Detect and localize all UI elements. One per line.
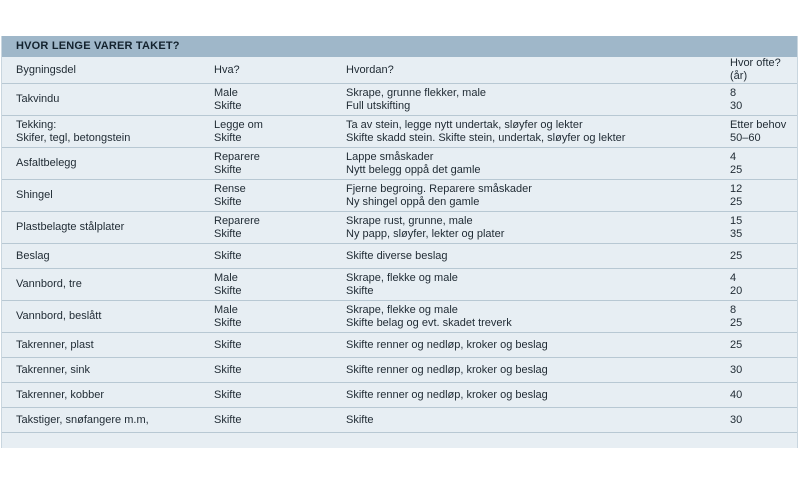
cell-hva-line: Skifte bbox=[214, 99, 242, 112]
cell-hvor-ofte bbox=[730, 408, 797, 433]
cell-hvordan-line: Fjerne begroing. Reparere småskader bbox=[346, 182, 532, 195]
cell-hvordan-line: Skrape rust, grunne, male bbox=[346, 214, 473, 227]
cell-bygningsdel bbox=[2, 408, 214, 433]
cell-bygningsdel bbox=[2, 383, 214, 408]
cell-bygningsdel bbox=[2, 180, 214, 212]
table-row bbox=[2, 358, 797, 383]
cell-hva-line: Skifte bbox=[214, 227, 242, 240]
cell-bygningsdel bbox=[2, 116, 214, 148]
cell-hva-line: Skifte bbox=[214, 363, 242, 376]
cell-hvordan-line: Skrape, grunne flekker, male bbox=[346, 86, 487, 99]
cell-hvordan-line: Skifte bbox=[346, 284, 374, 297]
table-row bbox=[2, 301, 797, 333]
cell-hva bbox=[214, 333, 346, 358]
cell-hvordan-line: Skifte bbox=[346, 413, 374, 426]
cell-hva bbox=[214, 148, 346, 180]
cell-bygningsdel bbox=[2, 333, 214, 358]
cell-hva-line: Reparere bbox=[214, 214, 260, 227]
header-hva: Hva? bbox=[214, 57, 346, 84]
table-row bbox=[2, 333, 797, 358]
cell-hvordan bbox=[346, 358, 730, 383]
cell-hva bbox=[214, 269, 346, 301]
cell-hva-line: Skifte bbox=[214, 338, 242, 351]
table-row bbox=[2, 269, 797, 301]
cell-bygningsdel-line: Takrenner, sink bbox=[16, 363, 90, 376]
cell-hvordan-line: Ta av stein, legge nytt undertak, sløyfer og lekter bbox=[346, 118, 583, 131]
cell-hvor-ofte bbox=[730, 212, 797, 244]
cell-bygningsdel-line: Vannbord, tre bbox=[16, 278, 82, 290]
cell-hva-line: Male bbox=[214, 86, 238, 99]
table-body bbox=[2, 84, 797, 433]
cell-hvordan-line: Skrape, flekke og male bbox=[346, 271, 458, 284]
cell-bygningsdel-line: Skifer, tegl, betongstein bbox=[16, 131, 131, 144]
cell-hva bbox=[214, 301, 346, 333]
roof-lifespan-table-panel bbox=[1, 36, 798, 448]
cell-hvor-ofte-line: 8 bbox=[730, 86, 737, 99]
table-row bbox=[2, 244, 797, 269]
cell-hva-line: Skifte bbox=[214, 413, 242, 426]
cell-bygningsdel bbox=[2, 301, 214, 333]
cell-hvordan-line: Skifte renner og nedløp, kroker og beslag bbox=[346, 388, 548, 401]
cell-hva-line: Legge om bbox=[214, 118, 263, 131]
cell-hvordan bbox=[346, 269, 730, 301]
cell-hvordan bbox=[346, 148, 730, 180]
cell-hvor-ofte-line: 4 bbox=[730, 150, 737, 163]
cell-hvordan bbox=[346, 301, 730, 333]
cell-hvor-ofte bbox=[730, 180, 797, 212]
cell-hva-line: Skifte bbox=[214, 316, 242, 329]
cell-hvordan bbox=[346, 116, 730, 148]
table-row bbox=[2, 180, 797, 212]
cell-hvordan-line: Skifte diverse beslag bbox=[346, 249, 448, 262]
cell-bygningsdel-line: Takvindu bbox=[16, 93, 60, 105]
cell-hvordan-line: Skrape, flekke og male bbox=[346, 303, 458, 316]
cell-hva bbox=[214, 358, 346, 383]
cell-hvor-ofte-line: 25 bbox=[730, 249, 743, 262]
cell-hvordan bbox=[346, 180, 730, 212]
cell-hvor-ofte bbox=[730, 383, 797, 408]
cell-hvor-ofte bbox=[730, 84, 797, 116]
cell-hva-line: Male bbox=[214, 303, 238, 316]
cell-bygningsdel bbox=[2, 148, 214, 180]
cell-bygningsdel bbox=[2, 269, 214, 301]
table-row bbox=[2, 84, 797, 116]
cell-hva-line: Skifte bbox=[214, 284, 242, 297]
cell-hva-line: Skifte bbox=[214, 163, 242, 176]
table-row bbox=[2, 408, 797, 433]
cell-hvordan-line: Skifte skadd stein. Skifte stein, undertak, sløyfer og lekter bbox=[346, 131, 626, 144]
cell-hva bbox=[214, 408, 346, 433]
cell-bygningsdel-line: Beslag bbox=[16, 249, 50, 262]
cell-hvor-ofte-line: 30 bbox=[730, 413, 743, 426]
cell-hvor-ofte bbox=[730, 358, 797, 383]
cell-hvor-ofte-line: 50–60 bbox=[730, 131, 761, 144]
cell-hva bbox=[214, 244, 346, 269]
cell-hvordan-line: Skifte renner og nedløp, kroker og beslag bbox=[346, 338, 548, 351]
cell-hvordan-line: Ny papp, sløyfer, lekter og plater bbox=[346, 227, 505, 240]
cell-hva-line: Skifte bbox=[214, 131, 242, 144]
cell-hvor-ofte-line: 15 bbox=[730, 214, 743, 227]
cell-bygningsdel-line: Takrenner, kobber bbox=[16, 388, 105, 401]
table-row bbox=[2, 212, 797, 244]
cell-hvor-ofte-line: 20 bbox=[730, 284, 743, 297]
cell-hvor-ofte-line: Etter behov bbox=[730, 118, 787, 131]
cell-hvor-ofte-line: 25 bbox=[730, 163, 743, 176]
cell-bygningsdel bbox=[2, 244, 214, 269]
cell-hvor-ofte bbox=[730, 116, 797, 148]
cell-hvor-ofte-line: 25 bbox=[730, 316, 743, 329]
cell-bygningsdel-line: Shingel bbox=[16, 189, 53, 201]
header-hvordan: Hvordan? bbox=[346, 57, 730, 84]
table-row bbox=[2, 116, 797, 148]
cell-hvordan bbox=[346, 212, 730, 244]
cell-hva bbox=[214, 212, 346, 244]
cell-bygningsdel-line: Takstiger, snøfangere m.m, bbox=[16, 413, 149, 426]
cell-hva-line: Skifte bbox=[214, 388, 242, 401]
header-bygningsdel: Bygningsdel bbox=[2, 57, 214, 84]
cell-hvor-ofte-line: 25 bbox=[730, 338, 743, 351]
cell-hvor-ofte-line: 12 bbox=[730, 182, 743, 195]
cell-hvordan bbox=[346, 244, 730, 269]
cell-hvordan-line: Skifte renner og nedløp, kroker og beslag bbox=[346, 363, 548, 376]
cell-bygningsdel bbox=[2, 84, 214, 116]
cell-hva-line: Rense bbox=[214, 182, 246, 195]
cell-hvor-ofte-line: 30 bbox=[730, 363, 743, 376]
cell-hvordan bbox=[346, 333, 730, 358]
cell-hva bbox=[214, 383, 346, 408]
cell-hvor-ofte-line: 40 bbox=[730, 388, 743, 401]
cell-hvordan-line: Lappe småskader bbox=[346, 150, 434, 163]
cell-hvor-ofte bbox=[730, 333, 797, 358]
cell-bygningsdel-line: Takrenner, plast bbox=[16, 338, 94, 351]
cell-hva bbox=[214, 84, 346, 116]
cell-hvor-ofte-line: 35 bbox=[730, 227, 743, 240]
cell-hvordan-line: Skifte belag og evt. skadet treverk bbox=[346, 316, 512, 329]
cell-hvordan bbox=[346, 84, 730, 116]
header-hvor-ofte: Hvor ofte? (år) bbox=[730, 57, 797, 84]
cell-bygningsdel-line: Plastbelagte stålplater bbox=[16, 221, 125, 233]
cell-hvor-ofte-line: 25 bbox=[730, 195, 743, 208]
cell-hvordan-line: Nytt belegg oppå det gamle bbox=[346, 163, 481, 176]
cell-hva-line: Male bbox=[214, 271, 238, 284]
cell-hvordan-line: Full utskifting bbox=[346, 99, 411, 112]
cell-hva bbox=[214, 116, 346, 148]
cell-bygningsdel bbox=[2, 358, 214, 383]
cell-hvor-ofte-line: 8 bbox=[730, 303, 737, 316]
cell-hvordan-line: Ny shingel oppå den gamle bbox=[346, 195, 480, 208]
cell-bygningsdel-line: Tekking: bbox=[16, 118, 57, 131]
cell-bygningsdel bbox=[2, 212, 214, 244]
cell-hvordan bbox=[346, 408, 730, 433]
table-row bbox=[2, 383, 797, 408]
cell-hva-line: Skifte bbox=[214, 195, 242, 208]
cell-hva-line: Skifte bbox=[214, 249, 242, 262]
cell-bygningsdel-line: Asfaltbelegg bbox=[16, 157, 77, 169]
cell-bygningsdel-line: Vannbord, beslått bbox=[16, 310, 102, 322]
cell-hvordan bbox=[346, 383, 730, 408]
cell-hvor-ofte-line: 4 bbox=[730, 271, 737, 284]
table-row bbox=[2, 148, 797, 180]
cell-hvor-ofte bbox=[730, 269, 797, 301]
roof-lifespan-table bbox=[2, 57, 797, 433]
table-title: HVOR LENGE VARER TAKET? bbox=[2, 36, 797, 57]
cell-hvor-ofte bbox=[730, 244, 797, 269]
cell-hva-line: Reparere bbox=[214, 150, 260, 163]
cell-hva bbox=[214, 180, 346, 212]
cell-hvor-ofte bbox=[730, 148, 797, 180]
header-row bbox=[2, 57, 797, 84]
cell-hvor-ofte-line: 30 bbox=[730, 99, 743, 112]
cell-hvor-ofte bbox=[730, 301, 797, 333]
